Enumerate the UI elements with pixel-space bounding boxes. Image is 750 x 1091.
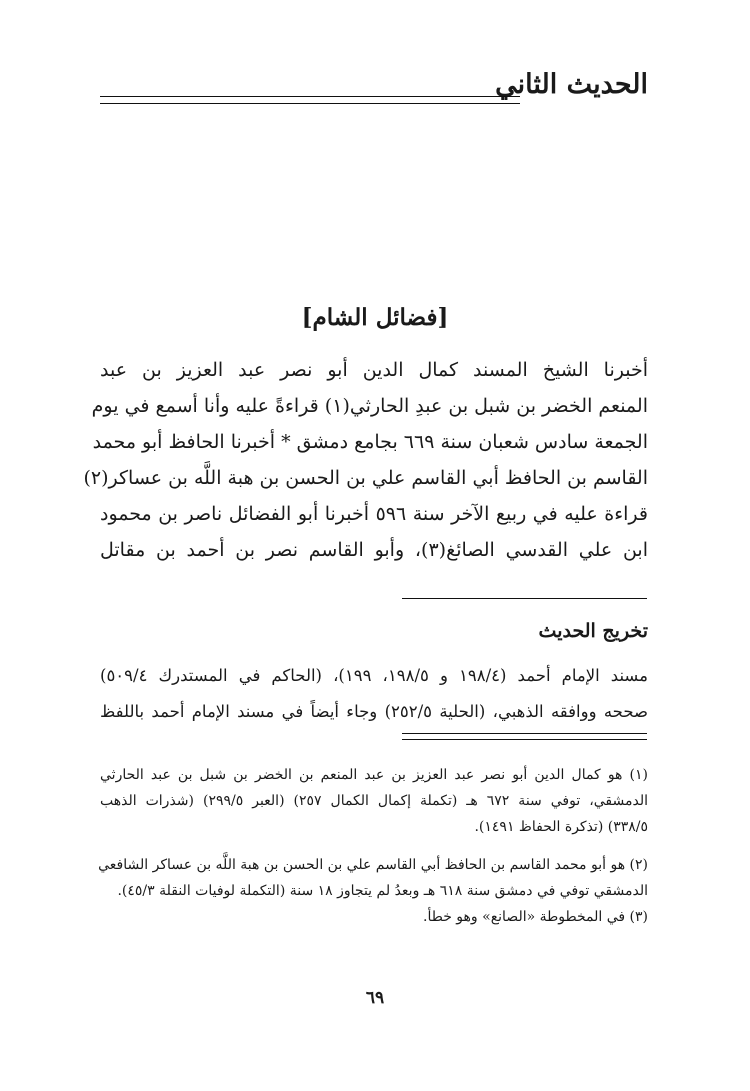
section-divider — [402, 598, 647, 599]
text-line: المنعم الخضر بن شبل بن عبدِ الحارثي(١) قراءةً عليه وأنا أسمع في يوم — [91, 395, 648, 417]
footnote-1-line: (١) هو كمال الدين أبو نصر عبد العزيز بن عبد المنعم بن الخضر بن شبل بن عبد الحارثي — [100, 767, 648, 783]
text-line: أخبرنا الشيخ المسند كمال الدين أبو نصر عبد العزيز بن عبد — [100, 359, 648, 381]
text-line: قراءة عليه في ربيع الآخر سنة ٥٩٦ أخبرنا أبو الفضائل ناصر بن محمود — [100, 503, 648, 525]
running-head: الحديث الثاني — [495, 69, 648, 100]
text-line: الجمعة سادس شعبان سنة ٦٦٩ بجامع دمشق * أخبرنا الحافظ أبو محمد — [92, 431, 648, 453]
text-line: صححه ووافقه الذهبي، (الحلية ٢٥٢/٥) وجاء أيضاً في مسند الإمام أحمد باللفظ — [100, 702, 648, 721]
header-double-rule — [100, 96, 520, 104]
takhrij-heading: تخريج الحديث — [538, 620, 648, 642]
text-line: ابن علي القدسي الصائغ(٣)، وأبو القاسم نصر بن أحمد بن مقاتل — [100, 539, 649, 561]
text-line: مسند الإمام أحمد (١٩٨/٤ و ١٩٨/٥، ١٩٩)، (الحاكم في المستدرك ٥٠٩/٤) — [100, 666, 648, 685]
footnote-2-line: الدمشقي توفي في دمشق سنة ٦١٨ هـ وبعدُ لم يتجاوز ١٨ سنة (التكملة لوفيات النقلة ٤٥/٣). — [117, 883, 648, 899]
footnote-separator — [402, 733, 647, 740]
footnote-1-line: الدمشقي، توفي سنة ٦٧٢ هـ (تكملة إكمال الكمال ٢٥٧) (العبر ٢٩٩/٥) (شذرات الذهب — [100, 793, 648, 809]
takhrij-text — [100, 658, 648, 730]
section-title: [فضائل الشام] — [301, 304, 449, 331]
footnote-1-line: ٣٣٨/٥) (تذكرة الحفاظ ١٤٩١). — [474, 819, 648, 835]
footnote-2-line: (٢) هو أبو محمد القاسم بن الحافظ أبي القاسم علي بن الحسن بن هبة اللَّه بن عساكر الشافعي — [98, 857, 648, 873]
text-line: القاسم بن الحافظ أبي القاسم علي بن الحسن بن هبة اللَّه بن عساكر(٢) — [83, 467, 648, 489]
footnote-3-line: (٣) في المخطوطة «الصانع» وهو خطأ. — [423, 909, 648, 925]
hadith-chain-text — [83, 352, 649, 568]
footnotes — [100, 762, 648, 930]
page-number: ٦٩ — [365, 988, 385, 1008]
